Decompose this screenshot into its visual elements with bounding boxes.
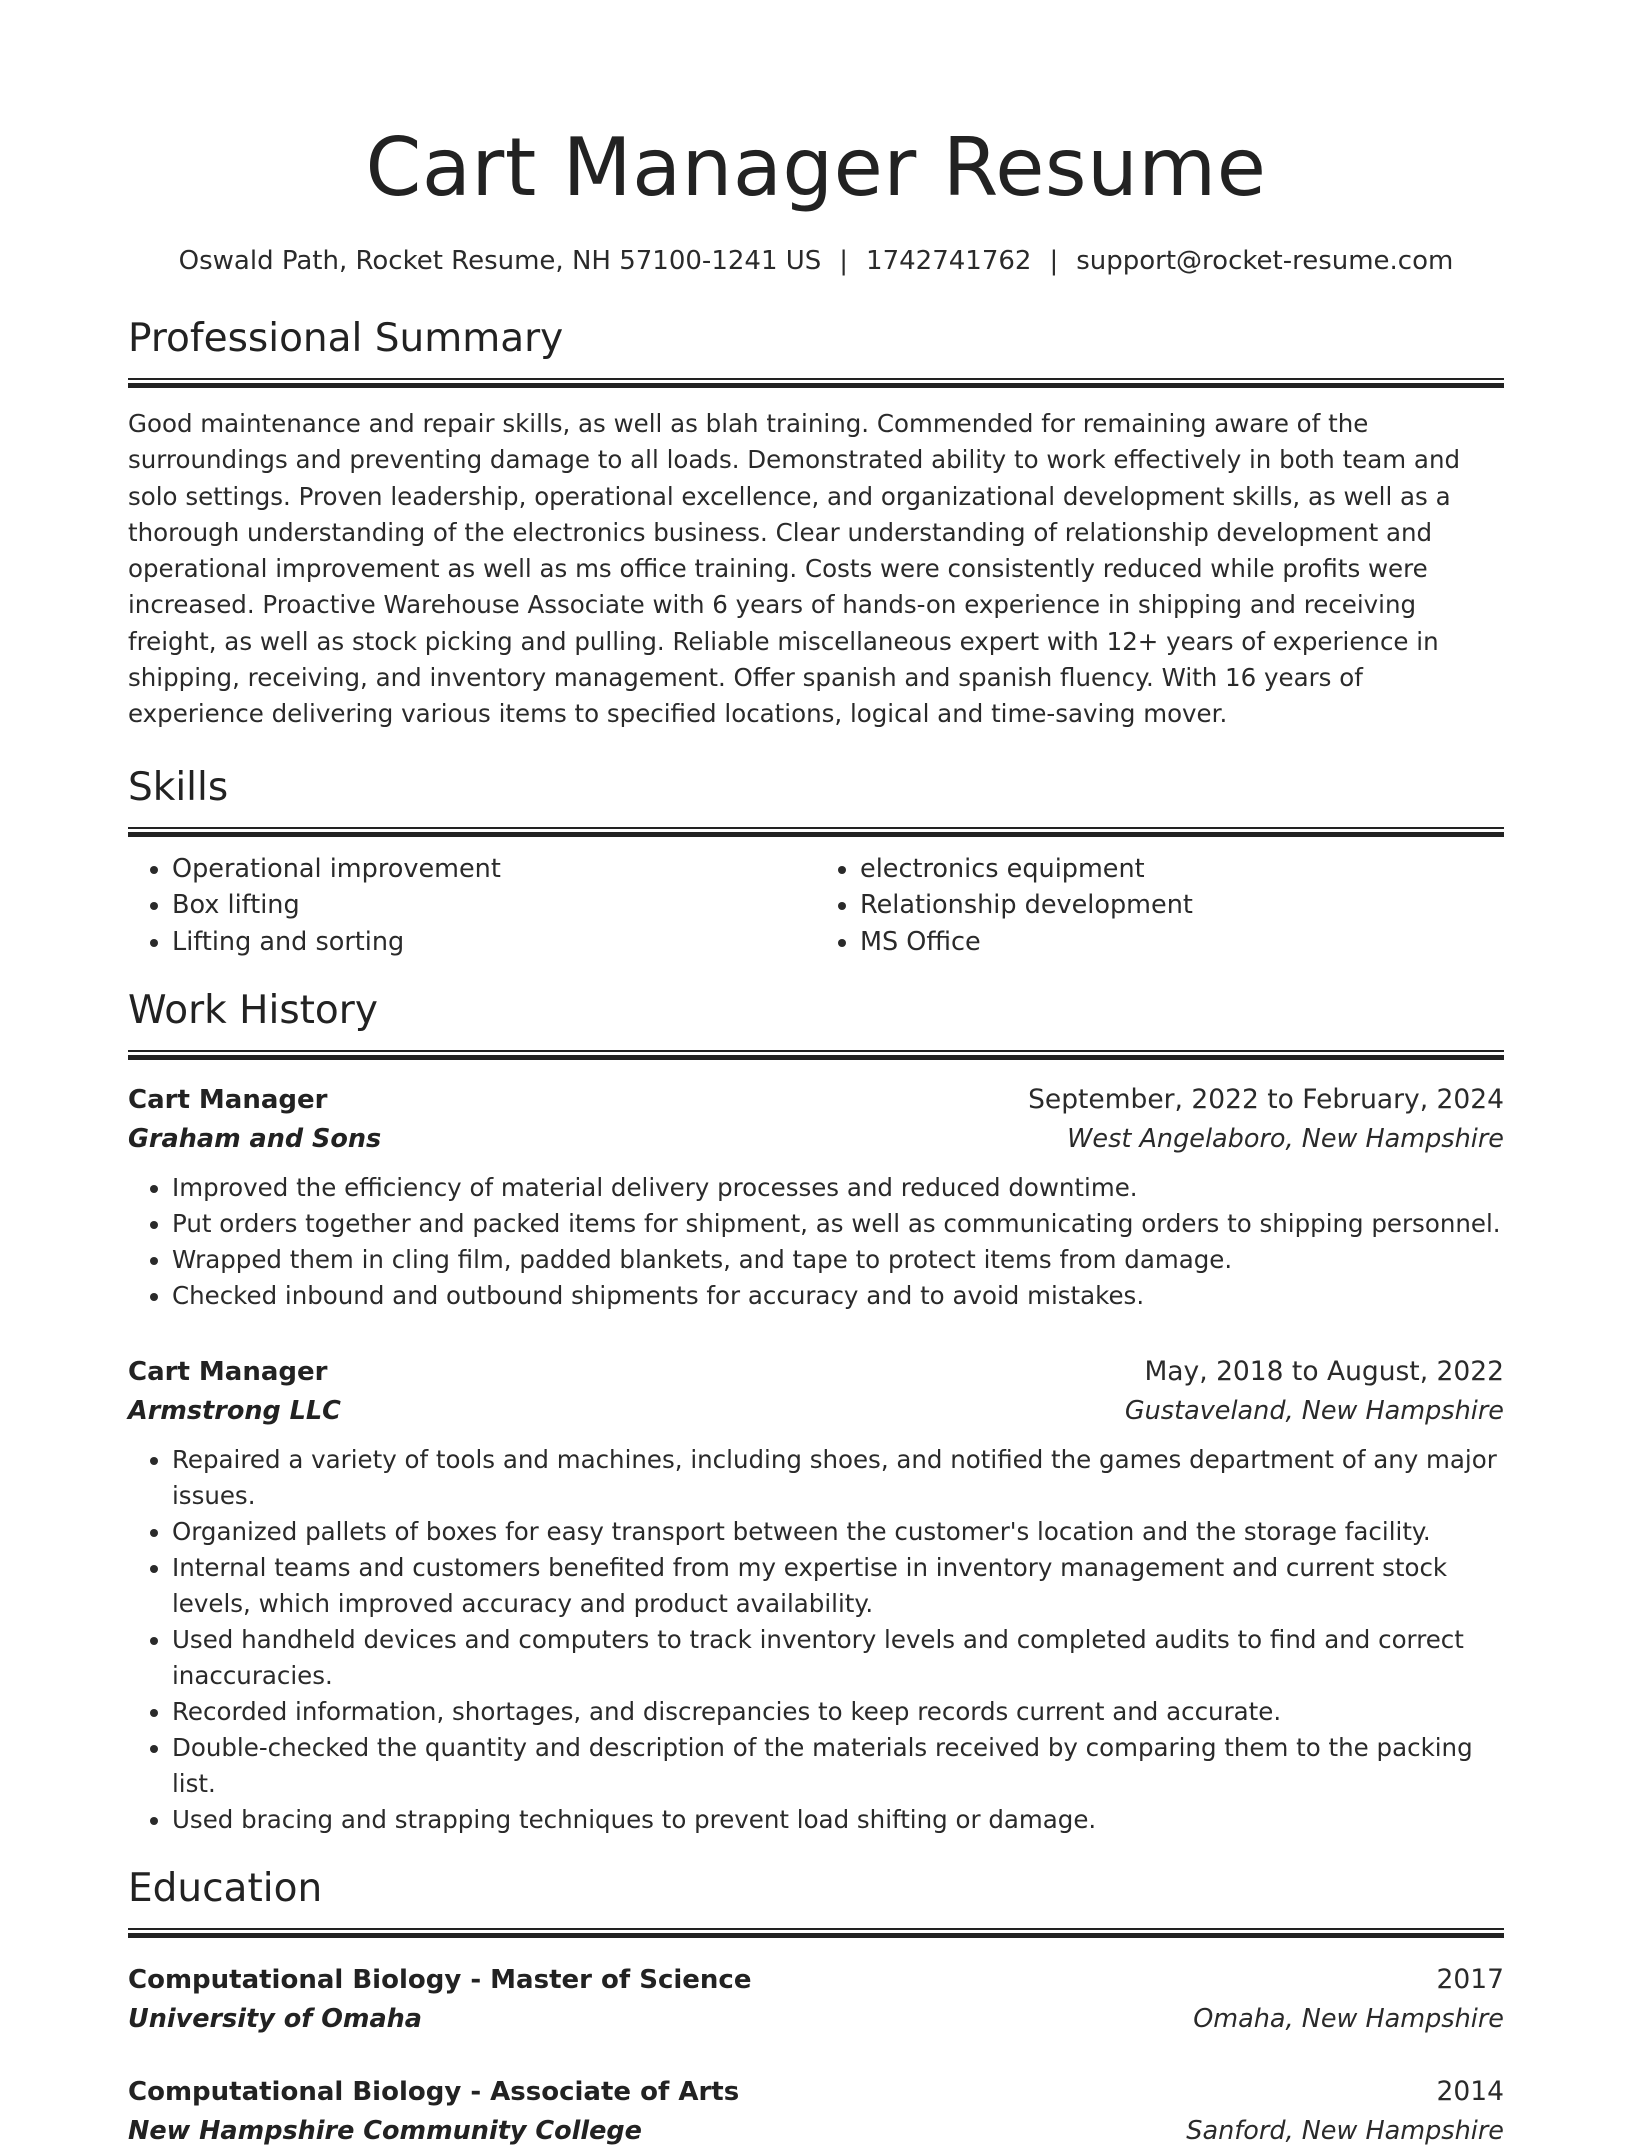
degree: Computational Biology - Master of Science xyxy=(128,1965,752,1996)
job-subheader xyxy=(128,1120,1504,1158)
job-entry xyxy=(128,1080,1504,1314)
resume-title: Cart Manager Resume xyxy=(365,121,1267,214)
skill-item: • Operational improvement xyxy=(172,851,816,888)
education-entry xyxy=(128,1960,1504,2038)
job-entry xyxy=(128,1352,1504,1838)
summary-heading: Professional Summary xyxy=(128,316,564,361)
job-bullet: • Improved the efficiency of material delivery processes and reduced downtime. xyxy=(172,1170,1504,1206)
contact-phone: 1742741762 xyxy=(866,246,1032,276)
skill-item: • electronics equipment xyxy=(860,851,1504,888)
school-location: Sanford, New Hampshire xyxy=(1186,2116,1504,2147)
education-subheader xyxy=(128,2112,1504,2150)
skill-item: • Relationship development xyxy=(860,887,1504,924)
job-header xyxy=(128,1080,1504,1120)
skills-column-right xyxy=(816,851,1504,961)
skills-column-left xyxy=(128,851,816,961)
job-bullet: • Repaired a variety of tools and machines, including shoes, and notified the games department of any major issues. xyxy=(172,1442,1504,1514)
education-entry xyxy=(128,2072,1504,2150)
employer-name: Armstrong LLC xyxy=(128,1396,341,1427)
job-bullet: • Double-checked the quantity and description of the materials received by comparing them to the packing list. xyxy=(172,1730,1504,1802)
education-heading: Education xyxy=(128,1866,323,1912)
job-bullet: • Organized pallets of boxes for easy transport between the customer's location and the storage facility. xyxy=(172,1514,1504,1550)
job-dates: May, 2018 to August, 2022 xyxy=(1144,1356,1504,1388)
skill-item: • Lifting and sorting xyxy=(172,924,816,961)
job-bullet: • Put orders together and packed items for shipment, as well as communicating orders to shipping personnel. xyxy=(172,1206,1504,1242)
skills-heading: Skills xyxy=(128,764,229,810)
education-subheader xyxy=(128,2000,1504,2038)
skill-item: • Box lifting xyxy=(172,887,816,924)
school-location: Omaha, New Hampshire xyxy=(1193,2004,1504,2035)
job-subheader xyxy=(128,1392,1504,1430)
job-header xyxy=(128,1352,1504,1392)
contact-separator: | xyxy=(1049,246,1059,276)
section-divider xyxy=(128,827,1504,837)
section-divider xyxy=(128,1928,1504,1938)
job-bullet: • Wrapped them in cling film, padded blankets, and tape to protect items from damage. xyxy=(172,1242,1504,1278)
education-section xyxy=(128,1864,1504,2150)
contact-separator: | xyxy=(839,246,849,276)
job-title: Cart Manager xyxy=(128,1357,328,1388)
employer-name: Graham and Sons xyxy=(128,1124,382,1155)
job-bullet: • Checked inbound and outbound shipments for accuracy and to avoid mistakes. xyxy=(172,1278,1504,1314)
education-header xyxy=(128,1960,1504,2000)
education-header xyxy=(128,2072,1504,2112)
contact-email: support@rocket-resume.com xyxy=(1076,246,1454,276)
graduation-year: 2017 xyxy=(1436,1964,1504,1996)
work-history-heading: Work History xyxy=(128,988,378,1034)
job-bullet: • Used handheld devices and computers to track inventory levels and completed audits to find and correct inaccuracies. xyxy=(172,1622,1504,1694)
contact-address: Oswald Path, Rocket Resume, NH 57100-1241 US xyxy=(178,246,822,276)
section-divider xyxy=(128,378,1504,388)
school-name: New Hampshire Community College xyxy=(128,2116,642,2147)
skill-item: • MS Office xyxy=(860,924,1504,961)
job-bullets xyxy=(128,1170,1504,1314)
graduation-year: 2014 xyxy=(1436,2076,1504,2108)
work-history-section xyxy=(128,986,1504,1838)
job-location: Gustaveland, New Hampshire xyxy=(1124,1396,1504,1427)
degree: Computational Biology - Associate of Arts xyxy=(128,2077,740,2108)
job-bullet: • Recorded information, shortages, and discrepancies to keep records current and accurate. xyxy=(172,1694,1504,1730)
job-title: Cart Manager xyxy=(128,1085,328,1116)
skills-list xyxy=(128,851,1504,961)
job-location: West Angelaboro, New Hampshire xyxy=(1067,1124,1504,1155)
skills-section xyxy=(128,763,1504,961)
summary-section xyxy=(128,314,1504,733)
contact-line xyxy=(128,244,1504,278)
job-bullet: • Used bracing and strapping techniques to prevent load shifting or damage. xyxy=(172,1802,1504,1838)
job-bullets xyxy=(128,1442,1504,1838)
job-bullet: • Internal teams and customers benefited from my expertise in inventory management and current stock levels, which improved accuracy and product availability. xyxy=(172,1550,1504,1622)
school-name: University of Omaha xyxy=(128,2004,423,2035)
section-divider xyxy=(128,1050,1504,1060)
job-dates: September, 2022 to February, 2024 xyxy=(1028,1084,1504,1116)
summary-text: Good maintenance and repair skills, as well as blah training. Commended for remaining aware of the surroundings and preventing damage to all loads. Demonstrated ability to work effectively in both team and solo settings. Proven leadership, operational excellence, and organizational development skills, as well as a thorough understanding of the electronics business. Clear understanding of relationship development and operational improvement as well as ms office training. Costs were consistently reduced while profits were increased. Proactive Warehouse Associate with 6 years of hands-on experience in shipping and receiving freight, as well as stock picking and pulling. Reliable miscellaneous expert with 12+ years of experience in shipping, receiving, and inventory management. Offer spanish and spanish fluency. With 16 years of experience delivering various items to specified locations, logical and time-saving mover. xyxy=(128,409,1461,729)
